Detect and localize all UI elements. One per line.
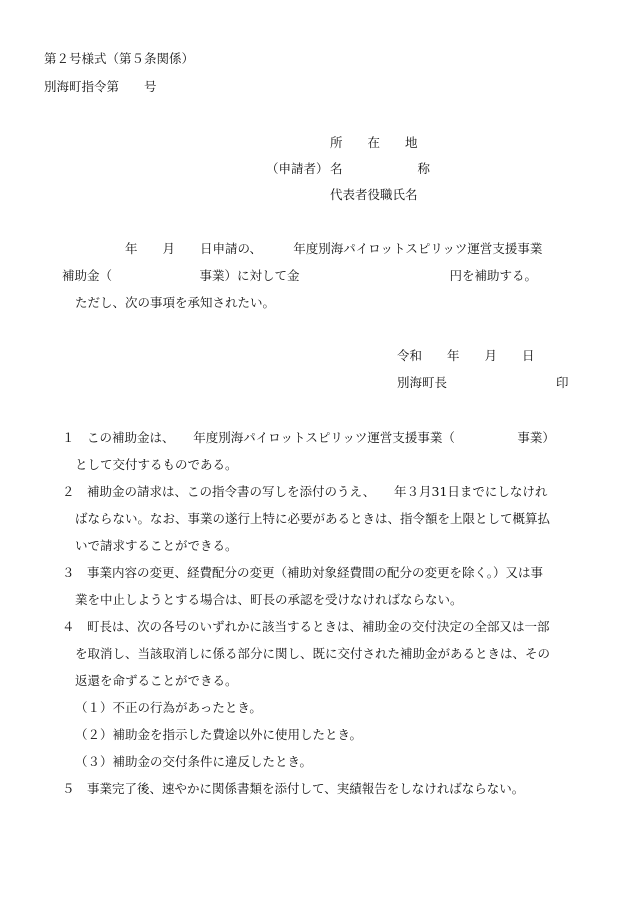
- grant-statement-line3: ただし、次の事項を承知されたい。: [75, 295, 276, 310]
- condition-4-sub3: （３）補助金の交付条件に違反したとき。: [75, 754, 313, 769]
- condition-3-line2: 業を中止しようとする場合は、町長の承認を受けなければならない。: [75, 592, 463, 607]
- condition-1-line1: この補助金は、 年度別海パイロットスピリッツ運営支援事業（ 事業）: [87, 430, 555, 445]
- condition-4-sub2: （２）補助金を指示した費途以外に使用したとき。: [75, 727, 363, 742]
- applicant-role-label: （申請者）: [266, 161, 329, 176]
- condition-3-number: ３: [62, 565, 75, 580]
- grant-statement-line1: 年 月 日申請の、 年度別海パイロットスピリッツ運営支援事業: [125, 241, 543, 256]
- condition-1-line2: として交付するものである。: [75, 457, 238, 472]
- condition-2-line3: いで請求することができる。: [75, 538, 238, 553]
- condition-4-sub1: （１）不正の行為があったとき。: [75, 700, 262, 715]
- issue-date: 令和 年 月 日: [397, 348, 535, 363]
- condition-4-line1: 町長は、次の各号のいずれかに該当するときは、補助金の交付決定の全部又は一部: [87, 619, 550, 634]
- mayor-title: 別海町長: [397, 375, 448, 390]
- order-number: 別海町指令第 号: [44, 79, 157, 94]
- condition-2-line1: 補助金の請求は、この指令書の写しを添付のうえ、 年３月31日までにしなけれ: [87, 484, 548, 499]
- condition-5-line1: 事業完了後、速やかに関係書類を添付して、実績報告をしなければならない。: [87, 781, 525, 796]
- form-number: 第２号様式（第５条関係）: [44, 51, 195, 66]
- applicant-name-label: 名 称: [330, 161, 431, 176]
- condition-4-line3: 返還を命ずることができる。: [75, 673, 238, 688]
- condition-1-number: １: [62, 430, 75, 445]
- applicant-address-label: 所 在 地: [330, 135, 418, 150]
- condition-5-number: ５: [62, 781, 75, 796]
- condition-4-number: ４: [62, 619, 75, 634]
- condition-4-line2: を取消し、当該取消しに係る部分に関し、既に交付された補助金があるときは、その: [75, 646, 551, 661]
- condition-2-number: ２: [62, 484, 75, 499]
- applicant-representative-label: 代表者役職氏名: [330, 187, 418, 202]
- condition-3-line1: 事業内容の変更、経費配分の変更（補助対象経費間の配分の変更を除く。）又は事: [87, 565, 544, 580]
- seal-mark: 印: [556, 375, 569, 390]
- condition-2-line2: ばならない。なお、事業の遂行上特に必要があるときは、指令額を上限として概算払: [75, 511, 551, 526]
- grant-statement-line2: 補助金（ 事業）に対して金 円を補助する。: [62, 268, 538, 283]
